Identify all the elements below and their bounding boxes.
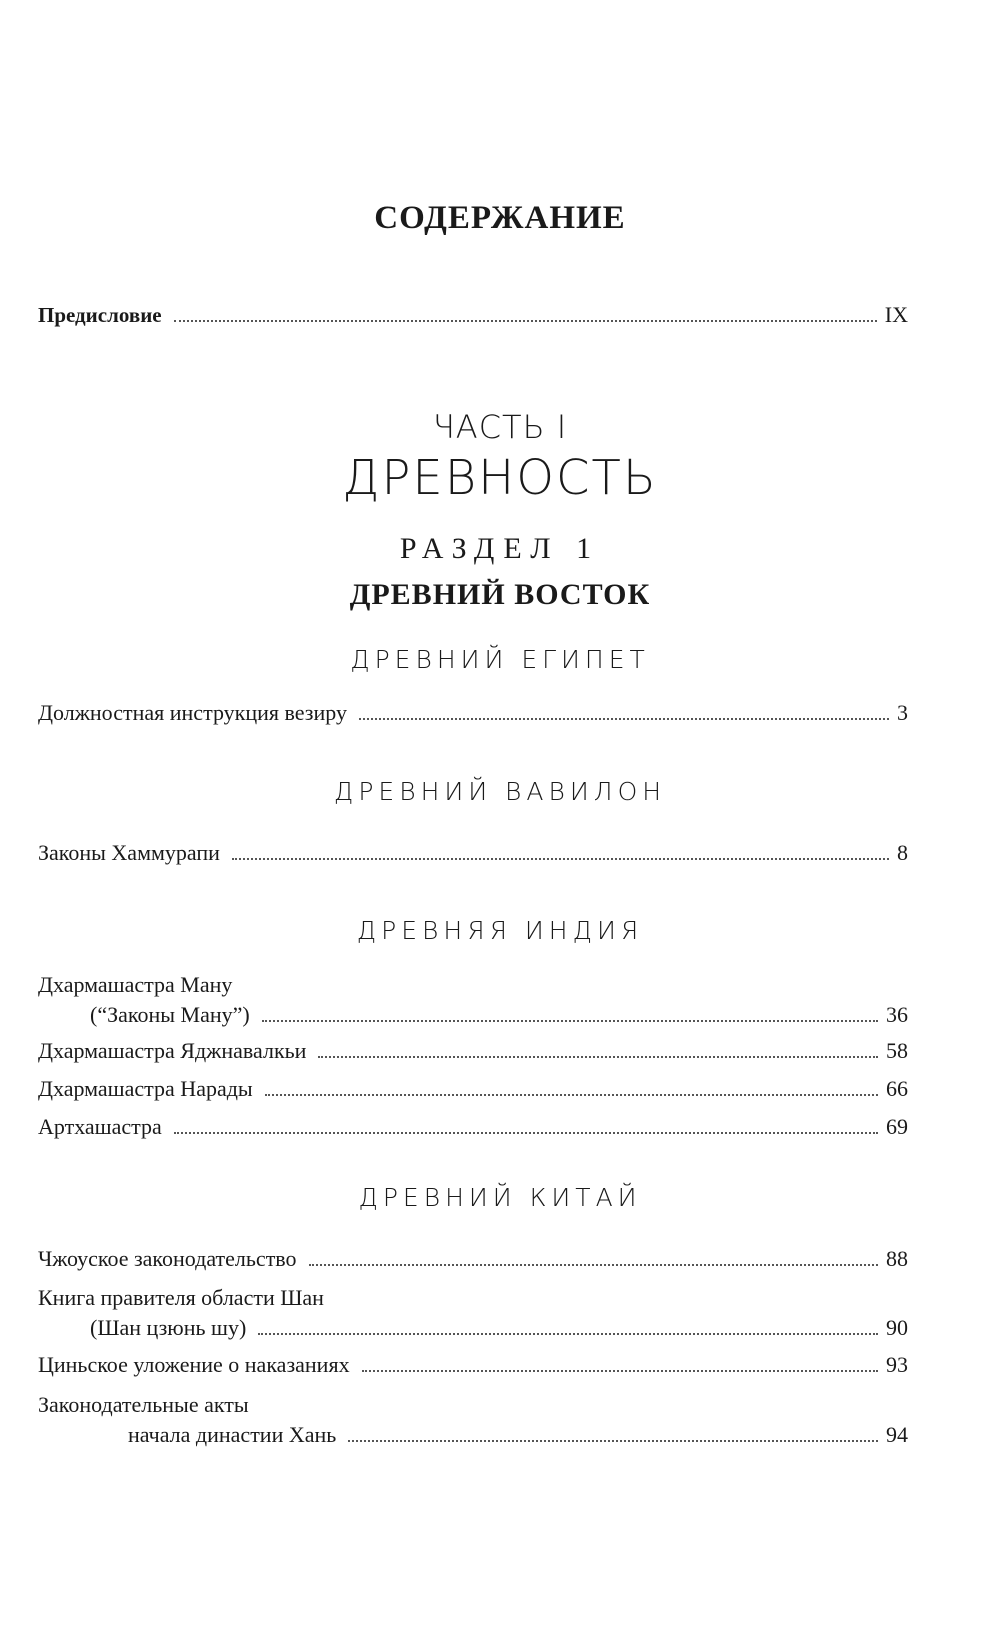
toc-entry-manu[interactable] xyxy=(38,970,908,1030)
subsection-china: ДРЕВНИЙ КИТАЙ xyxy=(358,1183,642,1212)
entry-label-line1: Дхармашастра Ману xyxy=(38,972,233,997)
entry-label-line1: Законодательные акты xyxy=(38,1392,249,1417)
entry-label: Предисловие xyxy=(38,303,162,327)
toc-entry-arthashastra[interactable] xyxy=(38,1112,908,1142)
entry-label: Дхармашастра Яджнавалкьи xyxy=(38,1038,307,1063)
toc-entry-narada[interactable] xyxy=(38,1074,908,1104)
toc-entry-zhou[interactable] xyxy=(38,1244,908,1274)
toc-entry-shang[interactable] xyxy=(38,1283,908,1343)
entry-label-line1: Книга правителя области Шан xyxy=(38,1285,324,1310)
dot-leader xyxy=(318,1055,878,1058)
subsection-babylon: ДРЕВНИЙ ВАВИЛОН xyxy=(333,777,667,806)
entry-label: Законы Хаммурапи xyxy=(38,840,220,865)
entry-label: Должностная инструкция везиру xyxy=(38,700,347,725)
entry-label-line2: (Шан цзюнь шу) xyxy=(90,1315,247,1340)
entry-label-line2: начала династии Хань xyxy=(128,1422,337,1447)
entry-page: 69 xyxy=(886,1114,908,1139)
entry-label: Дхармашастра Нарады xyxy=(38,1076,253,1101)
subsection-egypt: ДРЕВНИЙ ЕГИПЕТ xyxy=(350,645,650,674)
entry-page: 88 xyxy=(886,1246,908,1271)
section-title: ДРЕВНИЙ ВОСТОК xyxy=(349,578,651,611)
page-title: СОДЕРЖАНИЕ xyxy=(374,200,626,236)
entry-label: Циньское уложение о наказаниях xyxy=(38,1352,350,1377)
toc-entry-hammurabi[interactable] xyxy=(38,838,908,868)
part-title: ДРЕВНОСТЬ xyxy=(342,450,658,506)
toc-entry-preface[interactable] xyxy=(38,300,908,330)
dot-leader xyxy=(258,1332,878,1335)
subsection-india: ДРЕВНЯЯ ИНДИЯ xyxy=(356,916,644,945)
dot-leader xyxy=(174,319,877,322)
entry-label: Чжоуское законодательство xyxy=(38,1246,297,1271)
dot-leader xyxy=(174,1131,878,1134)
dot-leader xyxy=(359,717,889,720)
part-label: ЧАСТЬ I xyxy=(432,408,568,446)
entry-page: 8 xyxy=(897,840,908,865)
toc-entry-qin[interactable] xyxy=(38,1350,908,1380)
dot-leader xyxy=(265,1093,878,1096)
entry-label-line2: (“Законы Ману”) xyxy=(90,1002,250,1027)
entry-page: 58 xyxy=(886,1038,908,1063)
dot-leader xyxy=(232,857,889,860)
entry-page: 93 xyxy=(886,1352,908,1377)
dot-leader xyxy=(362,1369,878,1372)
entry-page: IX xyxy=(884,302,908,327)
section-label: РАЗДЕЛ 1 xyxy=(399,532,601,565)
entry-label: Артхашастра xyxy=(38,1114,162,1139)
dot-leader xyxy=(262,1019,878,1022)
toc-entry-vizier[interactable] xyxy=(38,698,908,728)
entry-page: 36 xyxy=(886,1002,908,1027)
entry-page: 90 xyxy=(886,1315,908,1340)
entry-page: 3 xyxy=(897,700,908,725)
entry-page: 66 xyxy=(886,1076,908,1101)
entry-page: 94 xyxy=(886,1422,908,1447)
dot-leader xyxy=(309,1263,878,1266)
dot-leader xyxy=(348,1439,878,1442)
toc-entry-yajnavalkya[interactable] xyxy=(38,1036,908,1066)
toc-entry-han[interactable] xyxy=(38,1390,908,1450)
